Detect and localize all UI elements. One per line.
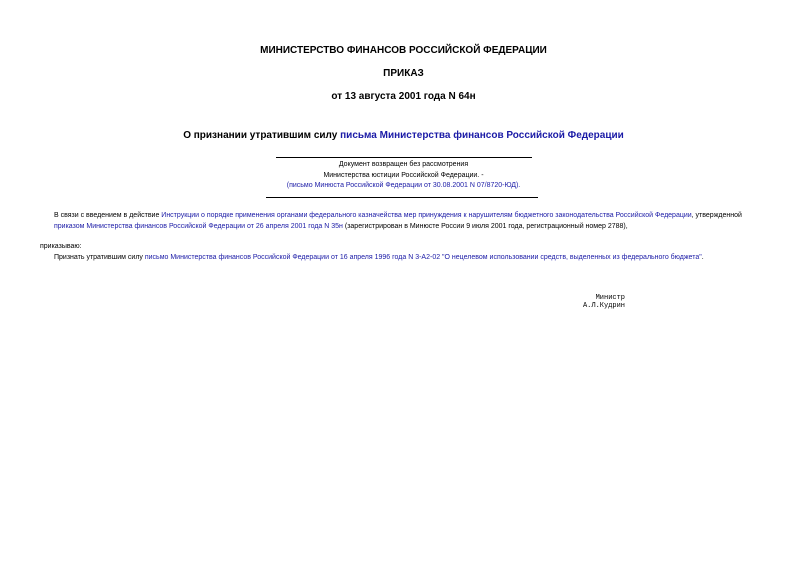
note-divider-bottom <box>266 197 538 198</box>
date-number-heading: от 13 августа 2001 года N 64н <box>331 91 476 102</box>
p3-prefix: Признать утратившим силу <box>54 254 145 261</box>
body-paragraph-1-cont <box>54 222 770 233</box>
letter-1996-link[interactable]: письмо Министерства финансов Российской Федерации от 16 апреля 1996 года N 3-А2-02 "О нецелевом использовании средств, выделенных из федерального бюджета" <box>144 254 702 261</box>
body-paragraph-1 <box>54 211 770 222</box>
note-line-3 <box>0 181 807 191</box>
p1b-suffix: (зарегистрирован в Минюсте России 9 июля 2001 года, регистрационный номер 2788), <box>342 223 628 230</box>
doc-type-heading: ПРИКАЗ <box>383 68 424 79</box>
note-line-2: Министерства юстиции Российской Федерации. - <box>323 172 484 179</box>
signature-position: Министр <box>595 294 625 302</box>
body-paragraph-3 <box>54 253 770 264</box>
note-letter-link[interactable]: (письмо Минюста Российской Федерации от 30.08.2001 N 07/8720-ЮД). <box>286 182 521 189</box>
order-35n-link[interactable]: приказом Министерства финансов Российской Федерации от 26 апреля 2001 года N 35н <box>54 223 343 230</box>
instruction-link[interactable]: Инструкции о порядке применения органами федерального казначейства мер принуждения к нарушителям бюджетного законодательства Российской Федерации <box>161 212 692 219</box>
document-title-text: О признании утратившим силу <box>183 130 341 141</box>
document-title <box>0 130 807 141</box>
signature-name: А.Л.Кудрин <box>582 302 625 310</box>
document-title-link[interactable]: письма Министерства финансов Российской Федерации <box>340 130 624 141</box>
note-line-1: Документ возвращен без рассмотрения <box>338 161 469 168</box>
p1-mid: , утвержденной <box>691 212 742 219</box>
ministry-heading: МИНИСТЕРСТВО ФИНАНСОВ РОССИЙСКОЙ ФЕДЕРАЦИИ <box>260 45 547 56</box>
note-divider-top <box>276 157 532 158</box>
p3-suffix: . <box>701 254 704 261</box>
p1-prefix: В связи с введением в действие <box>54 212 162 219</box>
order-verb: приказываю: <box>40 243 82 250</box>
